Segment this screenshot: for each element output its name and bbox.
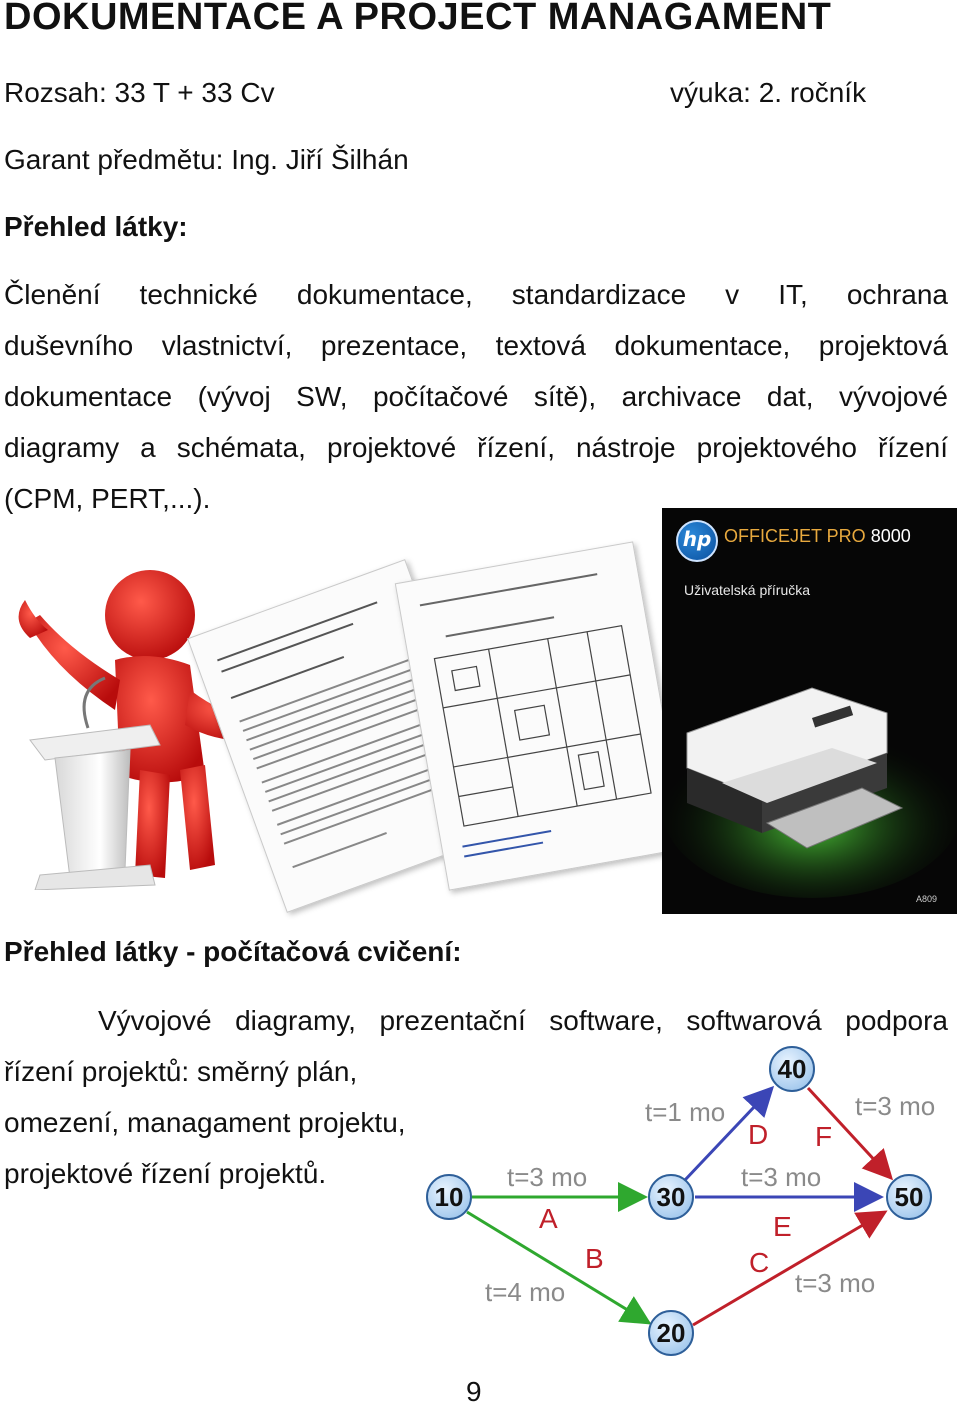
activity-C: C <box>749 1247 770 1278</box>
pert-node-label: 40 <box>777 1054 807 1084</box>
activity-A: A <box>539 1203 558 1234</box>
pert-node-label: 10 <box>434 1182 464 1212</box>
product-series: OFFICEJET PRO <box>724 526 866 546</box>
duration-F: t=3 mo <box>855 1091 936 1121</box>
printer-icon <box>662 658 957 898</box>
section2-heading: Přehled látky - počítačová cvičení: <box>4 936 462 967</box>
product-name <box>724 526 911 547</box>
section1-line: diagramy a schémata, projektové řízení, nástroje projektového řízení <box>4 432 948 463</box>
page-number: 9 <box>466 1376 482 1407</box>
pert-node-label: 30 <box>656 1182 686 1212</box>
section2-line: omezení, managament projektu, <box>4 1107 406 1138</box>
scope-text: Rozsah: 33 T + 33 Cv <box>4 77 275 108</box>
section1-paragraph <box>4 269 948 524</box>
duration-D: t=1 mo <box>645 1097 726 1127</box>
hp-logo-icon: hp <box>676 520 718 562</box>
pert-diagram <box>415 1040 940 1370</box>
printer-manual-cover <box>662 508 957 914</box>
section1-line: Členění technické dokumentace, standardizace v IT, ochrana <box>4 279 948 310</box>
manual-code: A809 <box>916 894 938 904</box>
section1-heading: Přehled látky: <box>4 211 188 242</box>
manual-subtitle: Uživatelská příručka <box>684 582 811 598</box>
section2-line: Vývojové diagramy, prezentační software, softwarová podpora <box>98 1005 948 1036</box>
duration-B: t=4 mo <box>485 1277 566 1307</box>
section2-line: projektové řízení projektů. <box>4 1158 327 1189</box>
pert-node-label: 20 <box>656 1318 686 1348</box>
pert-node-label: 50 <box>894 1182 924 1212</box>
section2-line: řízení projektů: směrný plán, <box>4 1056 358 1087</box>
section1-line: dokumentace (vývoj SW, počítačové sítě), archivace dat, vývojové <box>4 381 948 412</box>
product-model: 8000 <box>870 526 911 546</box>
activity-E: E <box>773 1211 792 1242</box>
duration-E: t=3 mo <box>741 1162 822 1192</box>
guarantor-text: Garant předmětu: Ing. Jiří Šilhán <box>4 144 409 175</box>
duration-C: t=3 mo <box>795 1268 876 1298</box>
section1-line: duševního vlastnictví, prezentace, textová dokumentace, projektová <box>4 330 948 361</box>
activity-D: D <box>748 1119 769 1150</box>
activity-B: B <box>585 1243 604 1274</box>
page-title: DOKUMENTACE A PROJECT MANAGAMENT <box>4 0 832 38</box>
section1-line: (CPM, PERT,...). <box>4 483 211 514</box>
duration-A: t=3 mo <box>507 1162 588 1192</box>
teaching-year-text: výuka: 2. ročník <box>670 77 867 108</box>
activity-F: F <box>815 1121 833 1152</box>
